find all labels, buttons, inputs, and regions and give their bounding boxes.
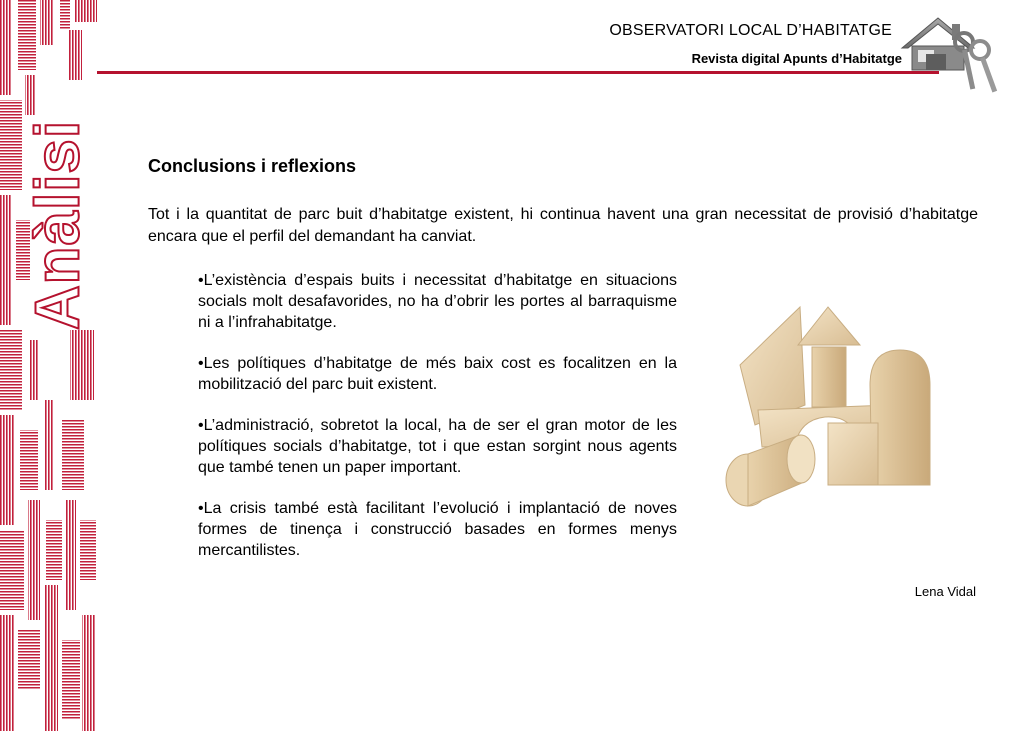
header-title: OBSERVATORI LOCAL D’HABITATGE	[609, 22, 892, 39]
wooden-blocks-image	[700, 295, 945, 525]
image-credit: Lena Vidal	[914, 584, 976, 599]
section-vertical-label: Anàlisi	[23, 119, 93, 331]
list-item: •L’administració, sobretot la local, ha de ser el gran motor de les polítiques socials d’habitatge, tot i que estan sorgint nous agents que també tenen un paper important.	[198, 417, 677, 476]
list-item: •L’existència d’espais buits i necessitat d’habitatge en situacions socials molt desafavorides, no ha d’obrir les portes al barraquisme ni a l’infrahabitatge.	[198, 272, 677, 331]
decorative-stripes	[0, 0, 100, 731]
bullet-list	[198, 270, 677, 581]
header-divider	[97, 71, 939, 74]
intro-paragraph: Tot i la quantitat de parc buit d’habitatge existent, hi continua havent una gran necessitat de provisió d’habitatge encara que el perfil del demandant ha canviat.	[148, 206, 978, 245]
section-heading: Conclusions i reflexions	[148, 156, 357, 176]
list-item: •La crisis també està facilitant l’evolució i implantació de noves formes de tinença i construcció basades en formes menys mercantilistes.	[198, 500, 677, 559]
house-with-keys-icon	[898, 10, 1008, 100]
list-item: •Les polítiques d’habitatge de més baix cost es focalitzen en la mobilització del parc buit existent.	[198, 355, 677, 393]
header-subtitle: Revista digital Apunts d’Habitatge	[691, 51, 902, 66]
